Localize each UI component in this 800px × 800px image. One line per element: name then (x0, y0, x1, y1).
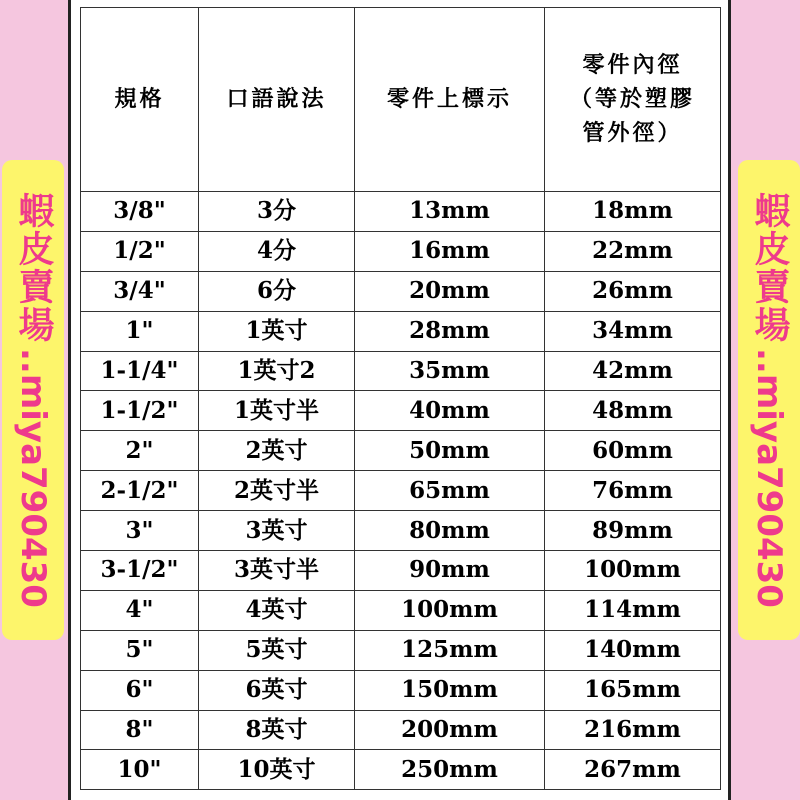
cell-inner-diameter: 22mm (545, 231, 721, 271)
table-row (81, 551, 721, 591)
cell-part-marking: 13mm (355, 192, 545, 232)
cell-inner-diameter: 100mm (545, 551, 721, 591)
cell-colloquial: 1英寸 (199, 311, 355, 351)
cell-spec: 1-1/4" (81, 351, 199, 391)
cell-spec: 4" (81, 590, 199, 630)
cell-spec: 2" (81, 431, 199, 471)
table-row (81, 710, 721, 750)
table-row (81, 271, 721, 311)
table-row (81, 670, 721, 710)
cell-colloquial: 6英寸 (199, 670, 355, 710)
cell-colloquial: 2英寸 (199, 431, 355, 471)
cell-part-marking: 90mm (355, 551, 545, 591)
header-spec: 規格 (81, 8, 199, 192)
cell-spec: 5" (81, 630, 199, 670)
cell-part-marking: 125mm (355, 630, 545, 670)
header-inner-diameter: 零件內徑（等於塑膠管外徑） (545, 8, 721, 192)
cell-inner-diameter: 114mm (545, 590, 721, 630)
table-body (81, 192, 721, 790)
cell-colloquial: 10英寸 (199, 750, 355, 790)
header-colloquial: 口語說法 (199, 8, 355, 192)
cell-colloquial: 4英寸 (199, 590, 355, 630)
cell-part-marking: 150mm (355, 670, 545, 710)
cell-spec: 1/2" (81, 231, 199, 271)
cell-part-marking: 65mm (355, 471, 545, 511)
header-part-marking: 零件上標示 (355, 8, 545, 192)
table-row (81, 311, 721, 351)
cell-inner-diameter: 140mm (545, 630, 721, 670)
cell-colloquial: 3英寸半 (199, 551, 355, 591)
cell-spec: 1-1/2" (81, 391, 199, 431)
cell-part-marking: 50mm (355, 431, 545, 471)
cell-inner-diameter: 34mm (545, 311, 721, 351)
cell-colloquial: 3分 (199, 192, 355, 232)
cell-part-marking: 20mm (355, 271, 545, 311)
cell-colloquial: 4分 (199, 231, 355, 271)
table-row (81, 590, 721, 630)
cell-colloquial: 2英寸半 (199, 471, 355, 511)
table-row (81, 431, 721, 471)
spec-sheet (68, 0, 731, 800)
cell-part-marking: 200mm (355, 710, 545, 750)
cell-colloquial: 3英寸 (199, 511, 355, 551)
cell-part-marking: 16mm (355, 231, 545, 271)
cell-inner-diameter: 267mm (545, 750, 721, 790)
cell-colloquial: 8英寸 (199, 710, 355, 750)
cell-part-marking: 80mm (355, 511, 545, 551)
cell-inner-diameter: 216mm (545, 710, 721, 750)
watermark-shop-id: ..miya790430 (749, 348, 789, 608)
cell-inner-diameter: 76mm (545, 471, 721, 511)
cell-spec: 1" (81, 311, 199, 351)
cell-spec: 2-1/2" (81, 471, 199, 511)
cell-inner-diameter: 60mm (545, 431, 721, 471)
cell-inner-diameter: 26mm (545, 271, 721, 311)
watermark-shop-label: 蝦皮賣場 (13, 192, 54, 345)
table-row (81, 471, 721, 511)
watermark-shop-label: 蝦皮賣場 (749, 192, 790, 345)
cell-colloquial: 1英寸2 (199, 351, 355, 391)
cell-inner-diameter: 89mm (545, 511, 721, 551)
table-row (81, 351, 721, 391)
cell-spec: 10" (81, 750, 199, 790)
cell-inner-diameter: 48mm (545, 391, 721, 431)
cell-colloquial: 1英寸半 (199, 391, 355, 431)
cell-part-marking: 250mm (355, 750, 545, 790)
cell-spec: 3" (81, 511, 199, 551)
cell-colloquial: 6分 (199, 271, 355, 311)
cell-colloquial: 5英寸 (199, 630, 355, 670)
table-row (81, 231, 721, 271)
cell-spec: 3/8" (81, 192, 199, 232)
table-row (81, 750, 721, 790)
cell-part-marking: 100mm (355, 590, 545, 630)
cell-spec: 3-1/2" (81, 551, 199, 591)
table-row (81, 391, 721, 431)
cell-spec: 8" (81, 710, 199, 750)
table-row (81, 630, 721, 670)
watermark-banner-right (738, 160, 800, 640)
watermark-banner-left (2, 160, 64, 640)
header-row (81, 8, 721, 192)
watermark-shop-id: ..miya790430 (13, 348, 53, 608)
cell-spec: 6" (81, 670, 199, 710)
cell-inner-diameter: 18mm (545, 192, 721, 232)
cell-part-marking: 40mm (355, 391, 545, 431)
table-row (81, 192, 721, 232)
cell-inner-diameter: 165mm (545, 670, 721, 710)
cell-spec: 3/4" (81, 271, 199, 311)
pipe-size-table (80, 7, 721, 790)
cell-inner-diameter: 42mm (545, 351, 721, 391)
cell-part-marking: 28mm (355, 311, 545, 351)
table-row (81, 511, 721, 551)
cell-part-marking: 35mm (355, 351, 545, 391)
